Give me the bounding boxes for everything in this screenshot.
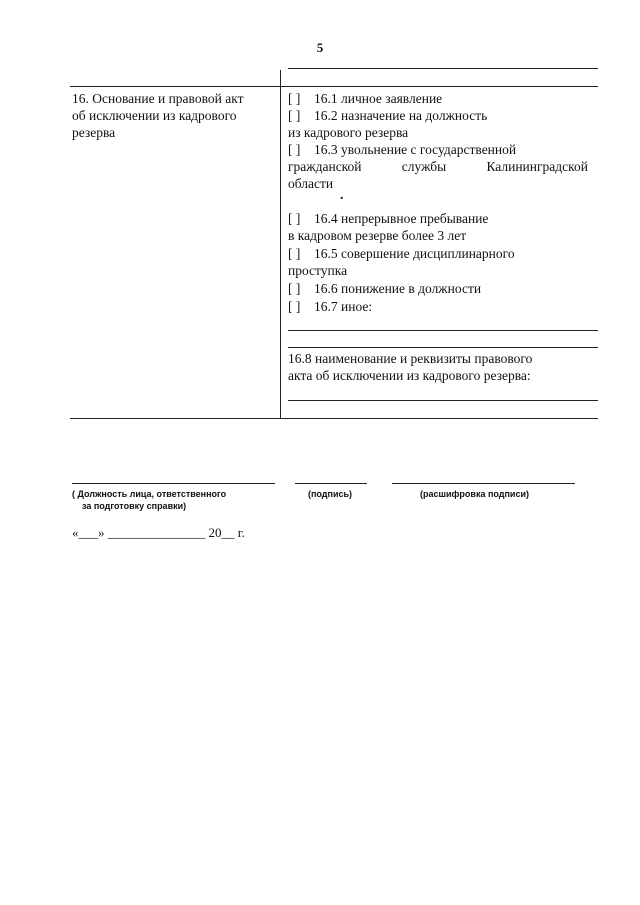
item-16-5	[288, 245, 515, 262]
section16-title	[72, 90, 277, 141]
item-label: 16.7 иное:	[314, 299, 373, 314]
position-caption-2: за подготовку справки)	[82, 501, 187, 511]
stray-dot: .	[340, 188, 344, 203]
item-label: 16.1 личное заявление	[314, 91, 443, 106]
item-16-3-cont2: области	[288, 176, 334, 191]
page-number: 5	[316, 40, 324, 55]
item-16-3	[288, 141, 516, 158]
position-caption-1: ( Должность лица, ответственного	[72, 489, 227, 499]
table-top-border	[70, 86, 598, 87]
signature-caption: (подпись)	[308, 489, 353, 499]
item-16-6	[288, 280, 481, 297]
item-16-2	[288, 107, 487, 124]
signature-fill-line[interactable]	[295, 483, 367, 484]
item-16-4	[288, 210, 488, 227]
other-fill-line[interactable]	[288, 330, 598, 331]
item-16-7	[288, 298, 372, 315]
checkbox[interactable]: [ ]	[288, 108, 301, 123]
checkbox[interactable]: [ ]	[288, 281, 301, 296]
date-line[interactable]: «___» _______________ 20__ г.	[72, 525, 245, 540]
signature-decode-fill-line[interactable]	[392, 483, 575, 484]
word: Калининградской	[486, 159, 588, 174]
item-label: 16.5 совершение дисциплинарного	[314, 246, 515, 261]
table-bottom-border	[70, 418, 598, 419]
item-16-8: 16.8 наименование и реквизиты правового	[288, 351, 533, 366]
item-label: 16.6 понижение в должности	[314, 281, 482, 296]
checkbox[interactable]: [ ]	[288, 91, 301, 106]
checkbox[interactable]: [ ]	[288, 211, 301, 226]
section16-title-line1: 16. Основание и правовой акт	[72, 91, 244, 106]
item-16-2-cont: из кадрового резерва	[288, 125, 409, 140]
item-16-4-cont: в кадровом резерве более 3 лет	[288, 228, 467, 243]
checkbox[interactable]: [ ]	[288, 142, 301, 157]
word: службы	[401, 159, 447, 174]
section16-title-line2: об исключении из кадрового	[72, 108, 237, 123]
item-16-5-cont: проступка	[288, 263, 348, 278]
position-fill-line[interactable]	[72, 483, 275, 484]
decode-caption: (расшифровка подписи)	[420, 489, 529, 499]
checkbox[interactable]: [ ]	[288, 299, 301, 314]
section16-title-line3: резерва	[72, 125, 116, 140]
word: гражданской	[288, 159, 362, 174]
item-label: 16.4 непрерывное пребывание	[314, 211, 489, 226]
table-column-divider	[280, 70, 281, 418]
separator-line	[288, 347, 598, 348]
act-fill-line[interactable]	[288, 400, 598, 401]
checkbox[interactable]: [ ]	[288, 246, 301, 261]
top-blank-line	[288, 68, 598, 69]
item-label: 16.3 увольнение с государственной	[314, 142, 517, 157]
item-16-8-cont: акта об исключении из кадрового резерва:	[288, 368, 531, 383]
item-16-1	[288, 90, 442, 107]
item-label: 16.2 назначение на должность	[314, 108, 488, 123]
item-16-3-cont	[288, 158, 588, 175]
